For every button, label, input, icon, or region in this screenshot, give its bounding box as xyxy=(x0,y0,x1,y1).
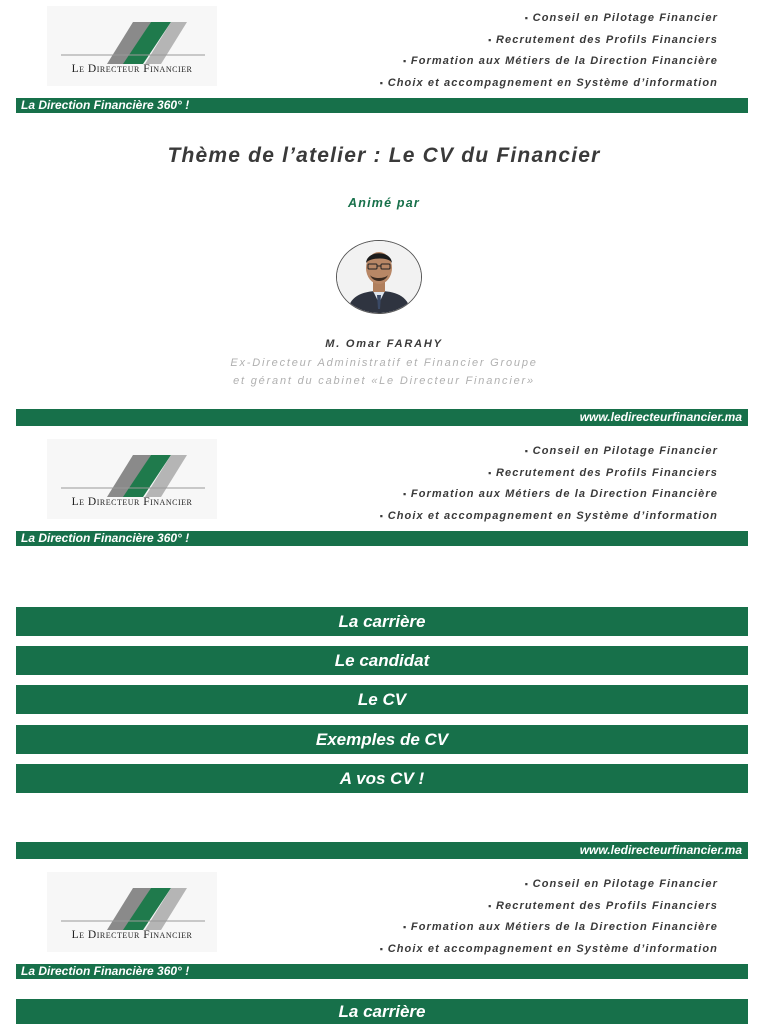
service-item: ▪ Recrutement des Profils Financiers xyxy=(380,463,718,485)
tagline: La Direction Financière 360° ! xyxy=(21,531,190,545)
service-item: ▪ Formation aux Métiers de la Direction Financière xyxy=(380,484,718,506)
services-list xyxy=(380,8,718,94)
service-item: ▪ Conseil en Pilotage Financier xyxy=(380,874,718,896)
company-logo xyxy=(47,439,217,519)
logo-text: Le Directeur Financier xyxy=(71,63,193,75)
website-link[interactable]: www.ledirecteurfinancier.ma xyxy=(579,410,742,424)
service-item: ▪ Formation aux Métiers de la Direction Financière xyxy=(380,51,718,73)
company-logo xyxy=(47,872,217,952)
agenda-item-your-cv: A vos CV ! xyxy=(16,764,748,793)
service-item: ▪ Formation aux Métiers de la Direction Financière xyxy=(380,917,718,939)
website-band xyxy=(16,409,748,426)
stripes-icon xyxy=(47,872,217,932)
section-title-career: La carrière xyxy=(16,999,748,1024)
tagline: La Direction Financière 360° ! xyxy=(21,98,190,112)
website-link[interactable]: www.ledirecteurfinancier.ma xyxy=(579,843,742,857)
services-list xyxy=(380,441,718,527)
slide-career xyxy=(0,866,768,1024)
presenter-company: et gérant du cabinet «Le Directeur Financier» xyxy=(233,375,535,387)
presenter-role: Ex-Directeur Administratif et Financier Groupe xyxy=(230,357,538,369)
website-band xyxy=(16,842,748,859)
presenter-name: M. Omar FARAHY xyxy=(325,338,443,350)
stripes-icon xyxy=(47,439,217,499)
service-item: ▪ Choix et accompagnement en Système d’information xyxy=(380,73,718,95)
company-logo xyxy=(47,6,217,86)
animated-by-label: Animé par xyxy=(348,196,420,210)
service-item: ▪ Choix et accompagnement en Système d’information xyxy=(380,939,718,961)
stripes-icon xyxy=(47,6,217,66)
person-icon xyxy=(337,241,421,313)
tagline-band xyxy=(16,964,748,979)
service-item: ▪ Conseil en Pilotage Financier xyxy=(380,441,718,463)
agenda-item-cv: Le CV xyxy=(16,685,748,714)
tagline-band xyxy=(16,531,748,546)
service-item: ▪ Conseil en Pilotage Financier xyxy=(380,8,718,30)
service-item: ▪ Recrutement des Profils Financiers xyxy=(380,30,718,52)
workshop-title: Thème de l’atelier : Le CV du Financier xyxy=(167,144,601,167)
logo-text: Le Directeur Financier xyxy=(71,496,193,508)
logo-text: Le Directeur Financier xyxy=(71,929,193,941)
presenter-photo xyxy=(336,240,422,314)
slide-agenda xyxy=(0,433,768,861)
tagline: La Direction Financière 360° ! xyxy=(21,964,190,978)
agenda-item-cv-examples: Exemples de CV xyxy=(16,725,748,754)
service-item: ▪ Choix et accompagnement en Système d’information xyxy=(380,506,718,528)
agenda-item-candidate: Le candidat xyxy=(16,646,748,675)
services-list xyxy=(380,874,718,960)
service-item: ▪ Recrutement des Profils Financiers xyxy=(380,896,718,918)
agenda-item-career: La carrière xyxy=(16,607,748,636)
slide-title xyxy=(0,0,768,430)
tagline-band xyxy=(16,98,748,113)
